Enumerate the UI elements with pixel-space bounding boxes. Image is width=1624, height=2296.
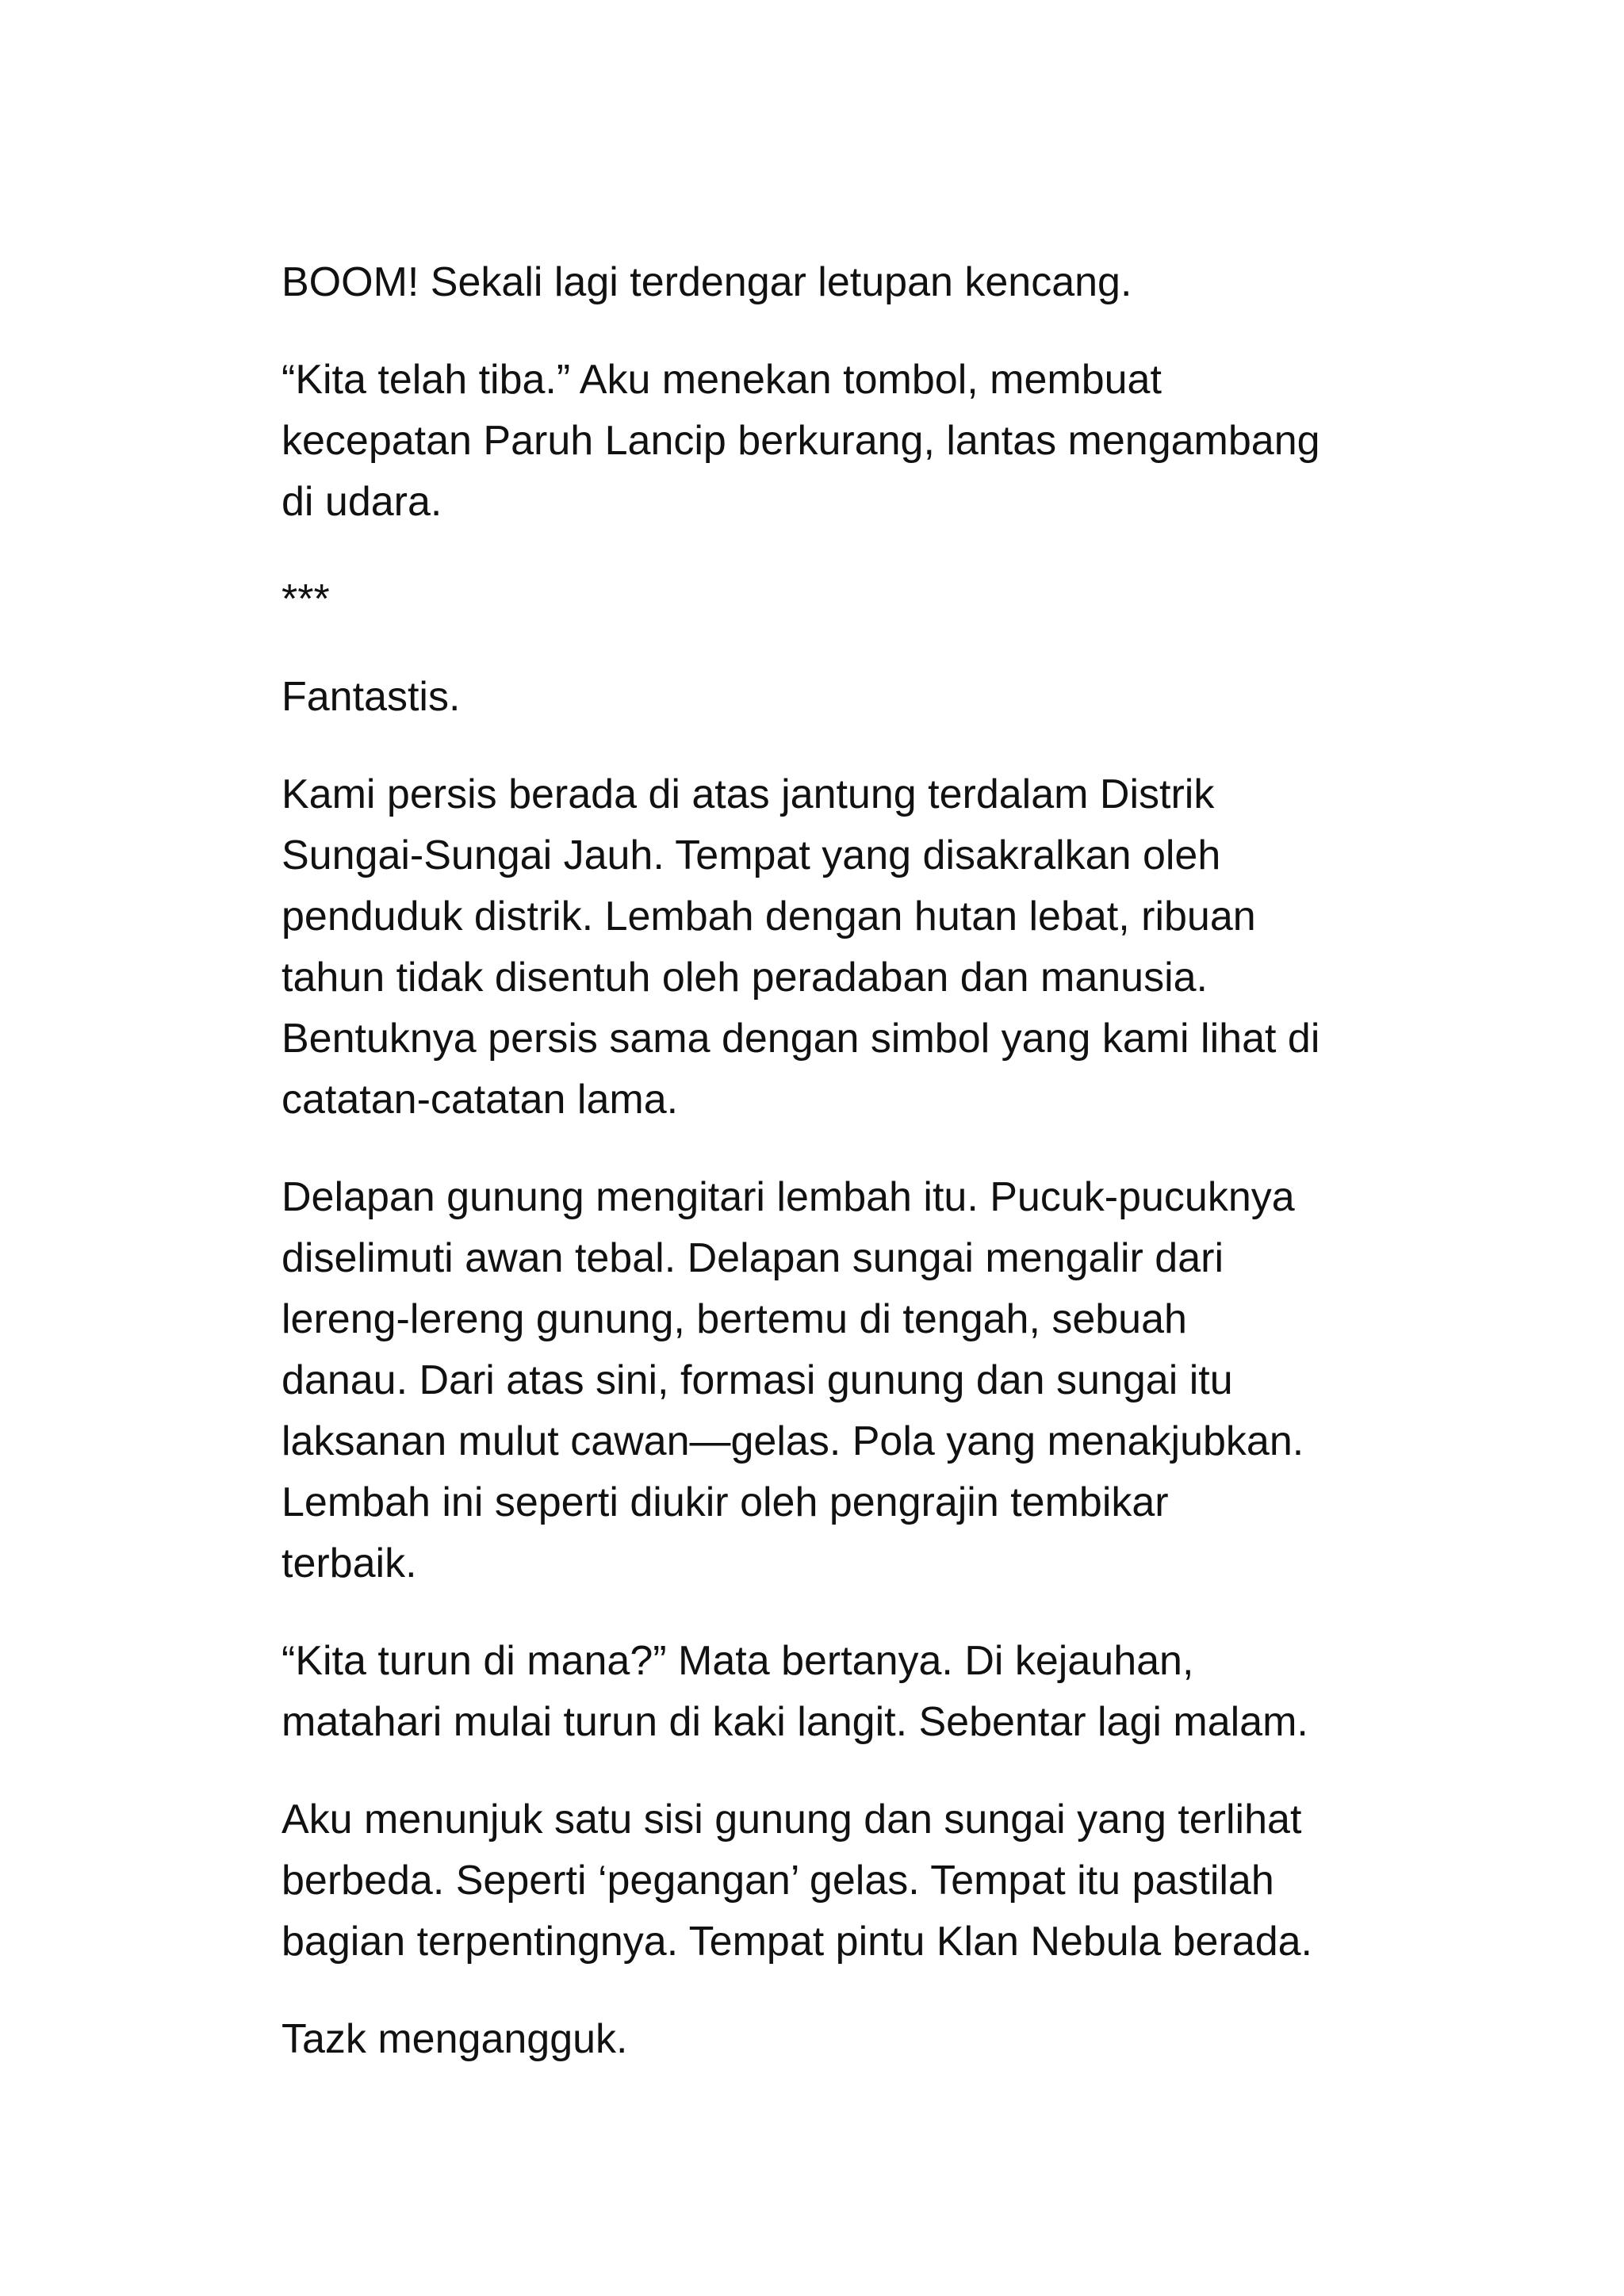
paragraph-5 <box>282 1167 1384 1594</box>
text-line: Lembah ini seperti diukir oleh pengrajin tembikar <box>282 1479 1169 1525</box>
text-line: tahun tidak disentuh oleh peradaban dan manusia. <box>282 955 1208 1001</box>
text-line: catatan-catatan lama. <box>282 1077 679 1123</box>
text-line: kecepatan Paruh Lancip berkurang, lantas mengambang <box>282 418 1320 464</box>
text-line: Sungai-Sungai Jauh. Tempat yang disakralkan oleh <box>282 832 1221 878</box>
body-text <box>282 252 1384 2107</box>
paragraph-6 <box>282 1631 1384 1753</box>
text-line: penduduk distrik. Lembah dengan hutan lebat, ribuan <box>282 894 1256 939</box>
text-line: Aku menunjuk satu sisi gunung dan sungai yang terlihat <box>282 1797 1302 1843</box>
paragraph-3 <box>282 667 1384 728</box>
text-line: danau. Dari atas sini, formasi gunung dan sungai itu <box>282 1357 1233 1403</box>
text-line: *** <box>282 576 330 622</box>
text-line: Kami persis berada di atas jantung terdalam Distrik <box>282 771 1215 817</box>
text-line: Bentuknya persis sama dengan simbol yang kami lihat di <box>282 1016 1320 1062</box>
text-line: terbaik. <box>282 1540 417 1586</box>
text-line: “Kita telah tiba.” Aku menekan tombol, membuat <box>282 357 1162 403</box>
text-line: BOOM! Sekali lagi terdengar letupan kencang. <box>282 259 1132 305</box>
text-line: Tazk mengangguk. <box>282 2016 628 2062</box>
paragraph-1 <box>282 252 1384 313</box>
text-line: lereng-lereng gunung, bertemu di tengah, sebuah <box>282 1296 1187 1342</box>
text-line: Delapan gunung mengitari lembah itu. Pucuk-pucuknya <box>282 1174 1295 1220</box>
text-line: diselimuti awan tebal. Delapan sungai mengalir dari <box>282 1235 1224 1281</box>
text-line: “Kita turun di mana?” Mata bertanya. Di kejauhan, <box>282 1638 1194 1684</box>
paragraph-7 <box>282 1789 1384 1973</box>
paragraph-4 <box>282 764 1384 1131</box>
text-line: laksanan mulut cawan—gelas. Pola yang menakjubkan. <box>282 1418 1304 1464</box>
text-line: berbeda. Seperti ‘pegangan’ gelas. Tempat itu pastilah <box>282 1858 1274 1904</box>
scene-break <box>282 569 1384 630</box>
text-line: bagian terpentingnya. Tempat pintu Klan Nebula berada. <box>282 1919 1312 1965</box>
text-line: di udara. <box>282 479 442 525</box>
text-line: matahari mulai turun di kaki langit. Sebentar lagi malam. <box>282 1699 1308 1745</box>
paragraph-8 <box>282 2009 1384 2070</box>
paragraph-2 <box>282 350 1384 533</box>
text-line: Fantastis. <box>282 674 461 720</box>
